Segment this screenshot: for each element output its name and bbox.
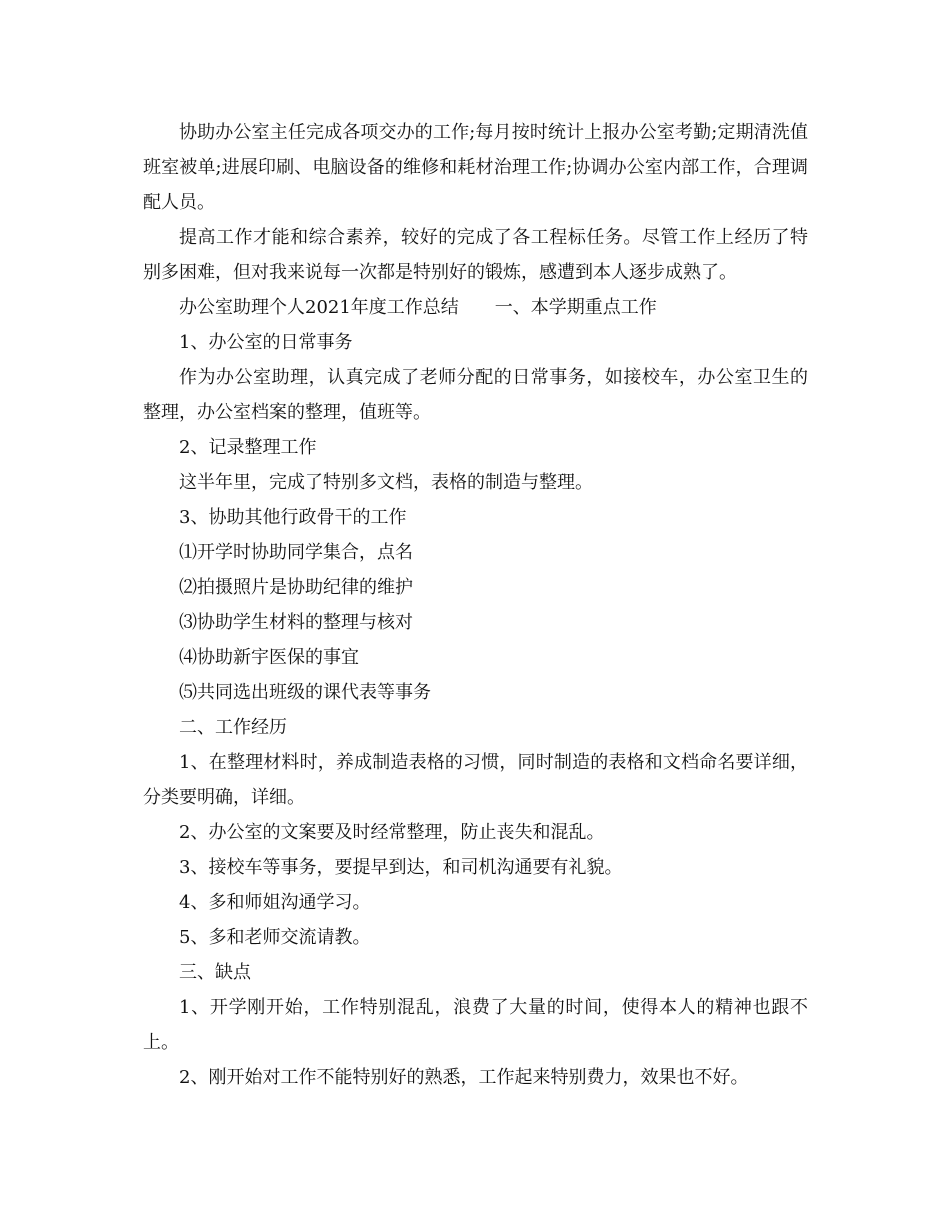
- paragraph-20: 三、缺点: [179, 962, 251, 983]
- paragraph-19: 5、多和老师交流请教。: [179, 927, 371, 948]
- paragraph-12: ⑷协助新宇医保的事宜: [179, 647, 359, 668]
- paragraph-4: 1、办公室的日常事务: [179, 332, 353, 353]
- paragraph-16: 2、办公室的文案要及时经常整理，防止丧失和混乱。: [179, 822, 605, 843]
- paragraph-17: 3、接校车等事务，要提早到达，和司机沟通要有礼貌。: [179, 857, 623, 878]
- paragraph-6: 2、记录整理工作: [179, 437, 317, 458]
- paragraph-7: 这半年里，完成了特别多文档，表格的制造与整理。: [179, 472, 593, 493]
- paragraph-11: ⑶协助学生材料的整理与核对: [179, 612, 413, 633]
- paragraph-2: 提高工作才能和综合素养，较好的完成了各工程标任务。尽管工作上经历了特别多困难，但对我来说每一次都是特别好的锻炼，感遭到本人逐步成熟了。: [143, 227, 808, 283]
- paragraph-13: ⑸共同选出班级的课代表等事务: [179, 682, 431, 703]
- paragraph-22: 2、刚开始对工作不能特别好的熟悉，工作起来特别费力，效果也不好。: [179, 1067, 749, 1088]
- paragraph-9: ⑴开学时协助同学集合，点名: [179, 542, 413, 563]
- paragraph-15: 1、在整理材料时，养成制造表格的习惯，同时制造的表格和文档命名要详细，分类要明确，详细。: [143, 752, 808, 808]
- document-body: [143, 115, 808, 1095]
- paragraph-18: 4、多和师姐沟通学习。: [179, 892, 371, 913]
- paragraph-21: 1、开学刚开始，工作特别混乱，浪费了大量的时间，使得本人的精神也跟不上。: [143, 997, 808, 1053]
- paragraph-1: 协助办公室主任完成各项交办的工作;每月按时统计上报办公室考勤;定期清洗值班室被单;进展印刷、电脑设备的维修和耗材治理工作;协调办公室内部工作，合理调配人员。: [143, 122, 808, 213]
- paragraph-5: 作为办公室助理，认真完成了老师分配的日常事务，如接校车，办公室卫生的整理，办公室档案的整理，值班等。: [143, 367, 808, 423]
- paragraph-3: 办公室助理个人2021年度工作总结 一、本学期重点工作: [179, 297, 657, 318]
- paragraph-8: 3、协助其他行政骨干的工作: [179, 507, 407, 528]
- paragraph-14: 二、工作经历: [179, 717, 287, 738]
- paragraph-10: ⑵拍摄照片是协助纪律的维护: [179, 577, 413, 598]
